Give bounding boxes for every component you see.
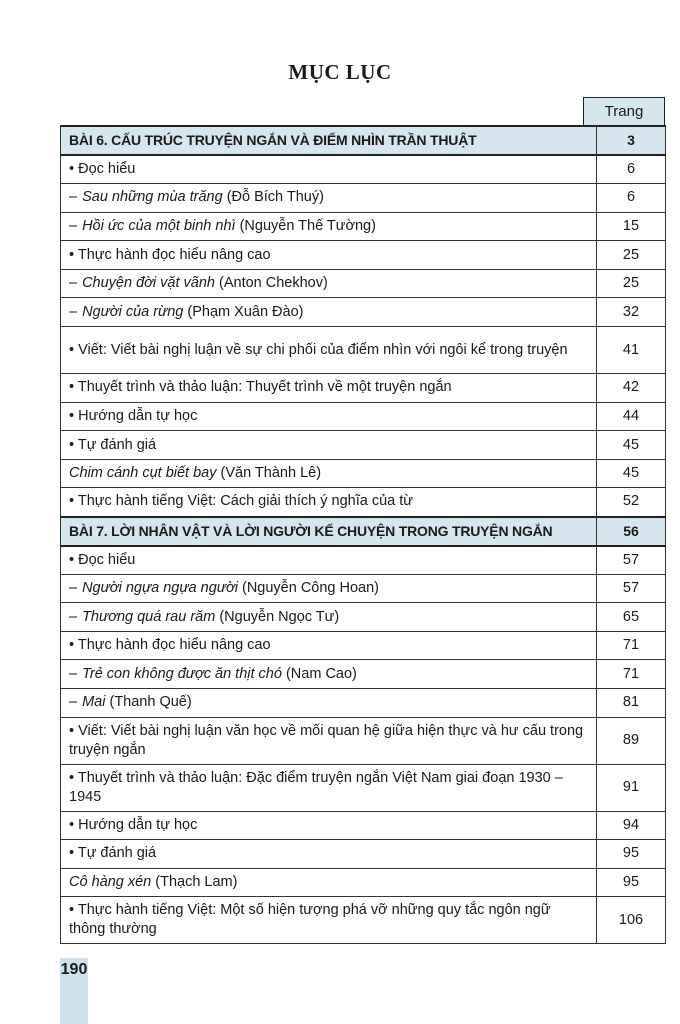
toc-entry [61, 212, 597, 241]
entry-text: Hướng dẫn tự học [78, 816, 198, 833]
toc-page-number: 89 [597, 717, 666, 764]
toc-row [61, 811, 666, 840]
work-title: Cô hàng xén [69, 874, 152, 891]
entry-text: Hướng dẫn tự học [78, 407, 198, 424]
toc-row [61, 212, 666, 241]
toc-row [61, 546, 666, 575]
toc-entry [61, 660, 597, 689]
author-name: (Nguyễn Công Hoan) [241, 579, 380, 596]
table-of-contents [60, 125, 666, 944]
entry-text: Tự đánh giá [77, 845, 157, 862]
entry-text: Viết: Viết bài nghị luận về sự chi phối của điểm nhìn với ngôi kể trong truyện [78, 341, 568, 358]
toc-page-number: 44 [597, 402, 666, 431]
entry-text: Viết: Viết bài nghị luận văn học về mối quan hệ giữa hiện thực và hư cấu trong truyện ngắn [69, 722, 584, 758]
dash-icon: – [69, 608, 78, 625]
toc-row [61, 603, 666, 632]
page-column-header: Trang [583, 97, 665, 125]
author-name: (Anton Chekhov) [219, 275, 328, 292]
bullet-icon: • [69, 722, 79, 739]
toc-entry [61, 574, 597, 603]
bullet-icon: • [69, 246, 78, 263]
toc-entry [61, 155, 597, 184]
toc-entry [61, 184, 597, 213]
toc-row [61, 374, 666, 403]
entry-text: Thực hành đọc hiểu nâng cao [77, 637, 271, 654]
toc-page-number: 65 [597, 603, 666, 632]
toc-entry [61, 402, 597, 431]
toc-section-row [61, 517, 666, 546]
author-name: (Nam Cao) [285, 665, 357, 682]
work-title: Mai [82, 694, 106, 711]
toc-entry [61, 603, 597, 632]
toc-page-number: 6 [597, 155, 666, 184]
toc-page-number: 25 [597, 269, 666, 298]
toc-page-number: 94 [597, 811, 666, 840]
toc-row [61, 241, 666, 270]
toc-page-number: 106 [597, 897, 666, 944]
toc-page-number: 52 [597, 488, 666, 517]
toc-page-number: 57 [597, 546, 666, 575]
toc-row [61, 459, 666, 488]
toc-row [61, 155, 666, 184]
author-name: (Văn Thành Lê) [220, 465, 322, 482]
toc-row [61, 660, 666, 689]
toc-entry [61, 840, 597, 869]
toc-entry [61, 811, 597, 840]
toc-row [61, 402, 666, 431]
dash-icon: – [69, 189, 78, 206]
toc-section-row [61, 126, 666, 155]
toc-page-number: 71 [597, 631, 666, 660]
dash-icon: – [69, 275, 78, 292]
entry-text: Đọc hiểu [78, 161, 136, 178]
author-name: (Nguyễn Ngọc Tư) [219, 608, 340, 625]
bullet-icon: • [69, 493, 78, 510]
entry-text: Tự đánh giá [77, 436, 157, 453]
dash-icon: – [69, 303, 78, 320]
toc-entry [61, 868, 597, 897]
toc-entry [61, 241, 597, 270]
work-title: Sau những mùa trăng [82, 189, 223, 206]
entry-text: Thực hành tiếng Việt: Một số hiện tượng phá vỡ những quy tắc ngôn ngữ thông thường [69, 902, 551, 938]
toc-entry [61, 689, 597, 718]
bullet-icon: • [69, 436, 78, 453]
toc-entry [61, 298, 597, 327]
toc-page-number: 41 [597, 327, 666, 374]
toc-row [61, 574, 666, 603]
author-name: (Phạm Xuân Đào) [187, 303, 304, 320]
toc-entry [61, 897, 597, 944]
bullet-icon: • [69, 341, 79, 358]
toc-page-number: 42 [597, 374, 666, 403]
bullet-icon: • [69, 551, 79, 568]
author-name: (Thạch Lam) [155, 874, 238, 891]
toc-page-number: 15 [597, 212, 666, 241]
work-title: Người của rừng [82, 303, 184, 320]
toc-page-number: 81 [597, 689, 666, 718]
toc-row [61, 897, 666, 944]
toc-row [61, 689, 666, 718]
toc-entry [61, 717, 597, 764]
toc-row [61, 631, 666, 660]
toc-page-number: 25 [597, 241, 666, 270]
toc-page-number: 95 [597, 840, 666, 869]
toc-page-number: 91 [597, 764, 666, 811]
dash-icon: – [69, 579, 78, 596]
toc-entry [61, 374, 597, 403]
entry-text: Thực hành tiếng Việt: Cách giải thích ý nghĩa của từ [77, 493, 413, 510]
toc-page-number: 45 [597, 431, 666, 460]
toc-row [61, 269, 666, 298]
toc-page-number: 45 [597, 459, 666, 488]
toc-page-number: 56 [597, 517, 666, 546]
toc-page-number: 95 [597, 868, 666, 897]
work-title: Chuyện đời vặt vãnh [82, 275, 215, 292]
toc-page-number: 3 [597, 126, 666, 155]
bullet-icon: • [69, 845, 78, 862]
toc-entry [61, 269, 597, 298]
dash-icon: – [69, 665, 78, 682]
work-title: Hồi ức của một binh nhì [82, 217, 236, 234]
entry-text: Đọc hiểu [78, 551, 136, 568]
entry-text: Thuyết trình và thảo luận: Đặc điểm truyện ngắn Việt Nam giai đoạn 1930 – 1945 [69, 769, 563, 805]
toc-entry [61, 631, 597, 660]
toc-row [61, 431, 666, 460]
work-title: Thương quá rau răm [82, 608, 216, 625]
author-name: (Thanh Quế) [109, 694, 192, 711]
toc-entry [61, 488, 597, 517]
toc-page-number: 71 [597, 660, 666, 689]
work-title: Chim cánh cụt biết bay [69, 465, 217, 482]
toc-row [61, 184, 666, 213]
author-name: (Nguyễn Thế Tường) [239, 217, 376, 234]
entry-text: Thuyết trình và thảo luận: Thuyết trình về một truyện ngắn [77, 379, 452, 396]
work-title: Trẻ con không được ăn thịt chó [82, 665, 282, 682]
toc-row [61, 717, 666, 764]
toc-page-number: 6 [597, 184, 666, 213]
toc-entry [61, 764, 597, 811]
toc-entry [61, 459, 597, 488]
toc-entry [61, 431, 597, 460]
dash-icon: – [69, 217, 78, 234]
toc-entry [61, 546, 597, 575]
work-title: Người ngựa ngựa người [82, 579, 238, 596]
bullet-icon: • [69, 379, 78, 396]
author-name: (Đỗ Bích Thuý) [226, 189, 324, 206]
toc-entry: BÀI 7. LỜI NHÂN VẬT VÀ LỜI NGƯỜI KỂ CHUYỆN TRONG TRUYỆN NGẮN [61, 517, 597, 546]
entry-text: Thực hành đọc hiểu nâng cao [77, 246, 271, 263]
toc-row [61, 488, 666, 517]
toc-row [61, 868, 666, 897]
toc-page-number: 57 [597, 574, 666, 603]
toc-row [61, 840, 666, 869]
toc-row [61, 298, 666, 327]
toc-page-number: 32 [597, 298, 666, 327]
page-title: MỤC LỤC [288, 60, 392, 84]
bullet-icon: • [69, 902, 78, 919]
page-number: 190 [60, 958, 88, 1024]
bullet-icon: • [69, 769, 78, 786]
toc-entry [61, 327, 597, 374]
toc-entry: BÀI 6. CẤU TRÚC TRUYỆN NGẮN VÀ ĐIỂM NHÌN TRẦN THUẬT [61, 126, 597, 155]
bullet-icon: • [69, 407, 79, 424]
bullet-icon: • [69, 816, 79, 833]
toc-row [61, 764, 666, 811]
bullet-icon: • [69, 637, 78, 654]
toc-row [61, 327, 666, 374]
dash-icon: – [69, 694, 78, 711]
bullet-icon: • [69, 161, 79, 178]
